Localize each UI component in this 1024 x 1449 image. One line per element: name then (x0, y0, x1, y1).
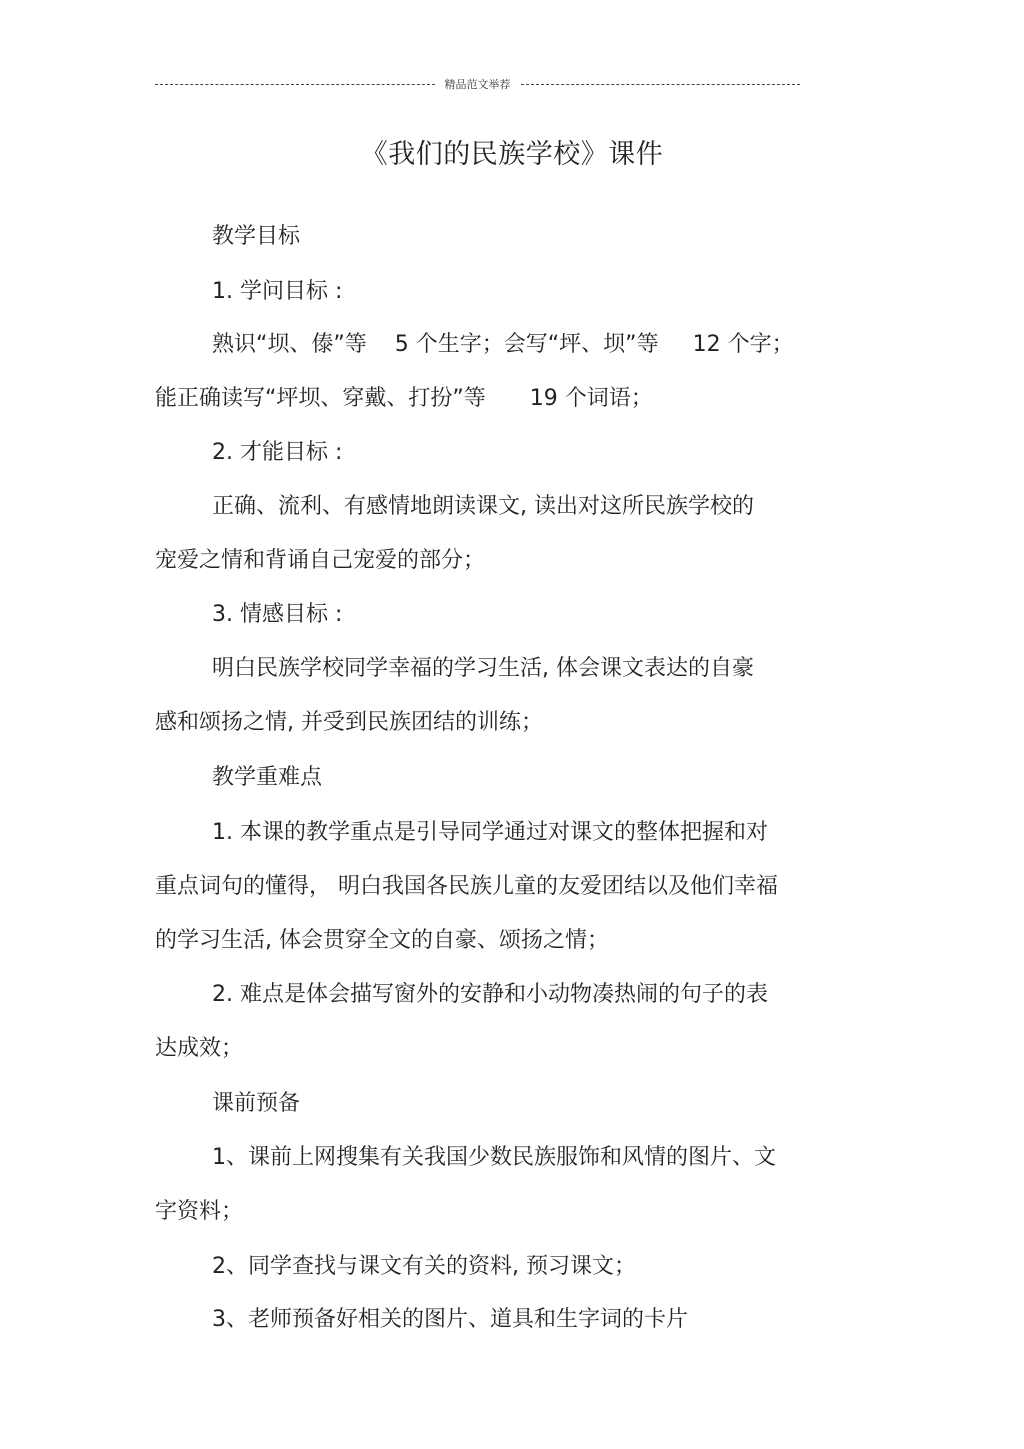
paragraph-line: 的学习生活, 体会贯穿全文的自豪、颂扬之情； (155, 928, 609, 953)
text-segment: 熟识“坝、傣”等 (212, 332, 367, 357)
paragraph-line: 字资料； (155, 1199, 244, 1224)
list-item: 2、同学查找与课文有关的资料, 预习课文； (212, 1254, 636, 1279)
subheading-emotion-goal: 3. 情感目标 : (212, 602, 343, 627)
text-segment: 能正确读写“坪坝、穿戴、打扮”等 (155, 386, 486, 411)
paragraph-line (155, 384, 653, 414)
paragraph-line: 正确、流利、有感情地朗读课文, 读出对这所民族学校的 (212, 494, 754, 519)
paragraph-line: 达成效； (155, 1036, 244, 1061)
section-heading-key-points: 教学重难点 (212, 765, 323, 790)
section-heading-preparation: 课前预备 (212, 1091, 301, 1116)
subheading-knowledge-goal: 1. 学问目标 : (212, 279, 343, 304)
header-dashed-rule-left (155, 84, 435, 85)
paragraph-line: 感和颂扬之情, 并受到民族团结的训练； (155, 710, 543, 735)
paragraph-line (212, 330, 794, 360)
text-segment: 5 个生字；会写“坪、坝”等 (394, 332, 659, 357)
paragraph-line: 宠爱之情和背诵自己宠爱的部分； (155, 548, 486, 573)
document-title: 《我们的民族学校》课件 (360, 139, 664, 170)
header-dashed-rule-right (521, 84, 801, 85)
text-segment: 19 个词语； (529, 386, 653, 411)
page-header (155, 74, 800, 94)
list-item: 1、课前上网搜集有关我国少数民族服饰和风情的图片、文 (212, 1145, 776, 1170)
paragraph-line: 重点词句的懂得， 明白我国各民族儿童的友爱团结以及他们幸福 (155, 874, 778, 899)
text-segment: 12 个字； (692, 332, 794, 357)
paragraph-line: 1. 本课的教学重点是引导同学通过对课文的整体把握和对 (212, 820, 768, 845)
paragraph-line: 明白民族学校同学幸福的学习生活, 体会课文表达的自豪 (212, 656, 754, 681)
header-label: 精品范文举荐 (444, 78, 511, 91)
list-item: 3、老师预备好相关的图片、道具和生字词的卡片 (212, 1307, 688, 1332)
subheading-ability-goal: 2. 才能目标 : (212, 440, 343, 465)
paragraph-line: 2. 难点是体会描写窗外的安静和小动物凑热闹的句子的表 (212, 982, 768, 1007)
section-heading-teaching-goals: 教学目标 (212, 224, 301, 249)
